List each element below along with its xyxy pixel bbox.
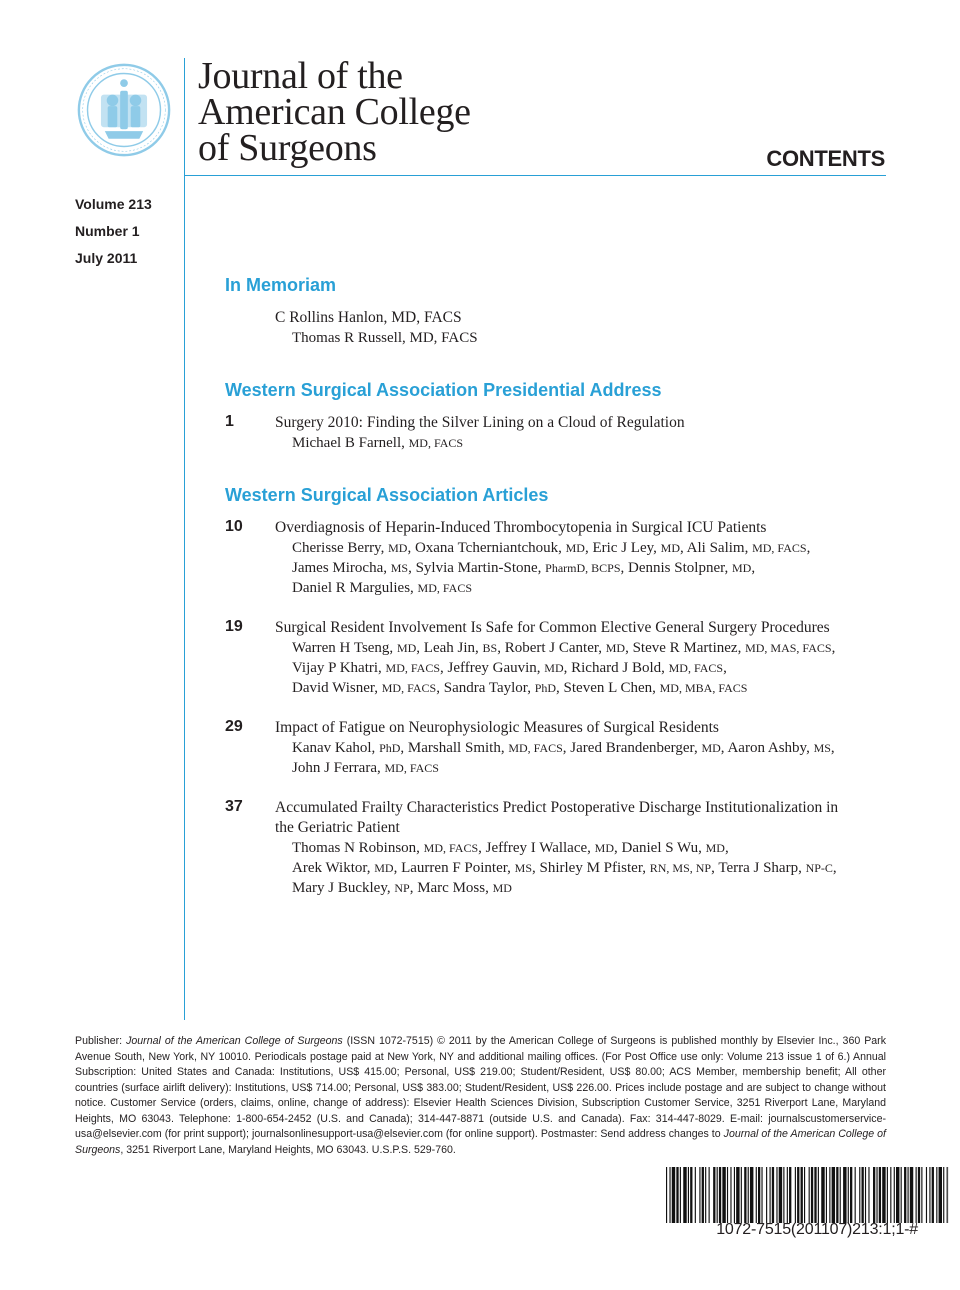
barcode-text: 1072-7515(201107)213:1;1-# [716,1221,918,1238]
author-names: Michael B Farnell, [292,435,409,451]
date-label: July 2011 [75,250,138,266]
author-line: Vijay P Khatri, MD, FACS, Jeffrey Gauvin, MD, Richard J Bold, MD, FACS, [292,660,727,676]
entry-authors: Thomas R Russell, MD, FACS [292,330,478,346]
section-heading-articles: Western Surgical Association Articles [225,485,549,505]
entry-authors [292,433,890,453]
journal-title [198,55,471,169]
section-heading-presidential: Western Surgical Association Presidential Address [225,380,662,400]
author-line: Warren H Tseng, MD, Leah Jin, BS, Robert J Canter, MD, Steve R Martinez, MD, MAS, FACS, [292,640,836,656]
entry-title[interactable]: Surgical Resident Involvement Is Safe for Common Elective General Surgery Procedures [275,619,830,636]
author-line: James Mirocha, MS, Sylvia Martin-Stone, PharmD, BCPS, Dennis Stolpner, MD, [292,560,756,576]
entry-title[interactable]: Surgery 2010: Finding the Silver Lining on a Cloud of Regulation [275,414,685,431]
page-number: 10 [225,518,243,535]
author-line: Cherisse Berry, MD, Oxana Tcherniantchouk, MD, Eric J Ley, MD, Ali Salim, MD, FACS, [292,540,811,556]
author-degrees: MD, FACS [408,436,464,450]
entry-title-line: Accumulated Frailty Characteristics Predict Postoperative Discharge Institutionalization in [275,799,839,816]
barcode-icon [666,1167,949,1223]
volume-label: Volume 213 [75,196,152,212]
toc-entry-10[interactable] [225,518,890,598]
issue-info [75,191,152,272]
author-line: Mary J Buckley, NP, Marc Moss, MD [292,880,512,896]
toc-entry-37[interactable] [225,798,890,898]
entry-title[interactable]: C Rollins Hanlon, MD, FACS [275,309,462,326]
entry-title[interactable]: Impact of Fatigue on Neurophysiologic Measures of Surgical Residents [275,719,719,736]
author-line: Arek Wiktor, MD, Laurren F Pointer, MS, Shirley M Pfister, RN, MS, NP, Terra J Sharp, NP-C, [292,860,837,876]
entry-authors [292,638,890,698]
accent-horizontal-rule [184,175,886,176]
entry-title[interactable]: Overdiagnosis of Heparin-Induced Thrombocytopenia in Surgical ICU Patients [275,519,767,536]
page-number: 19 [225,618,243,635]
toc-entry-19[interactable] [225,618,890,698]
author-line: Daniel R Margulies, MD, FACS [292,580,473,596]
toc-entry-29[interactable] [225,718,890,778]
entry-title-line: the Geriatric Patient [275,819,400,836]
accent-vertical-rule [184,58,185,1020]
section-heading-memoriam: In Memoriam [225,275,337,295]
author-line: David Wisner, MD, FACS, Sandra Taylor, PhD, Steven L Chen, MD, MBA, FACS [292,680,748,696]
page-number: 1 [225,413,234,430]
journal-title-line: American College [198,91,471,133]
toc-entry-1[interactable] [225,413,890,453]
entry-authors [292,838,890,898]
entry-title[interactable] [275,798,890,838]
number-label: Number 1 [75,223,140,239]
page-number: 29 [225,718,243,735]
entry-authors [292,538,890,598]
entry-authors [292,738,890,778]
page-number: 37 [225,798,243,815]
author-line: Kanav Kahol, PhD, Marshall Smith, MD, FACS, Jared Brandenberger, MD, Aaron Ashby, MS, [292,740,835,756]
toc-entry-memoriam[interactable] [225,308,890,348]
publisher-notice: Publisher: Journal of the American College of Surgeons (ISSN 1072-7515) © 2011 by the American College of Surgeons is published monthly by Elsevier Inc., 360 Park Avenue South, New York, NY 10010. Periodicals postage paid at New York, NY and additional mailing offices. (For Post Office use only: Volume 213 issue 1 of 6.) Annual Subscription: United States and Canada: Institutions, US$ 415.00; Personal, US$ 219.00; Student/Resident, US$ 80.00; ACS Member, membership benefit; All other countries (surface airlift delivery): Institutions, US$ 714.00; Personal, US$ 383.00; Student/Resident, US$ 226.00. Prices include postage and are subject to change without notice. Customer Service (orders, claims, online, change of address): Elsevier Health Sciences Division, Subscription Customer Service, 3251 Riverport Lane, Maryland Heights, MO 63043. Telephone: 1-800-654-2452 (U.S. and Canada); 314-447-8871 (outside U.S. and Canada). Fax: 314-447-8029. E-mail: journalscustomerservice-usa@elsevier.com (for print support); journalsonlinesupport-usa@elsevier.com (for online support). Postmaster: Send address changes to Journal of the American College of Surgeons, 3251 Riverport Lane, Maryland Heights, MO 63043. U.S.P.S. 529-760. [75,1035,887,1156]
college-seal-icon [76,62,172,158]
journal-title-line: Journal of the [198,55,403,97]
author-line: John J Ferrara, MD, FACS [292,760,439,776]
contents-heading: CONTENTS [766,146,885,171]
author-line: Thomas N Robinson, MD, FACS, Jeffrey I Wallace, MD, Daniel S Wu, MD, [292,840,729,856]
journal-title-line: of Surgeons [198,127,377,169]
